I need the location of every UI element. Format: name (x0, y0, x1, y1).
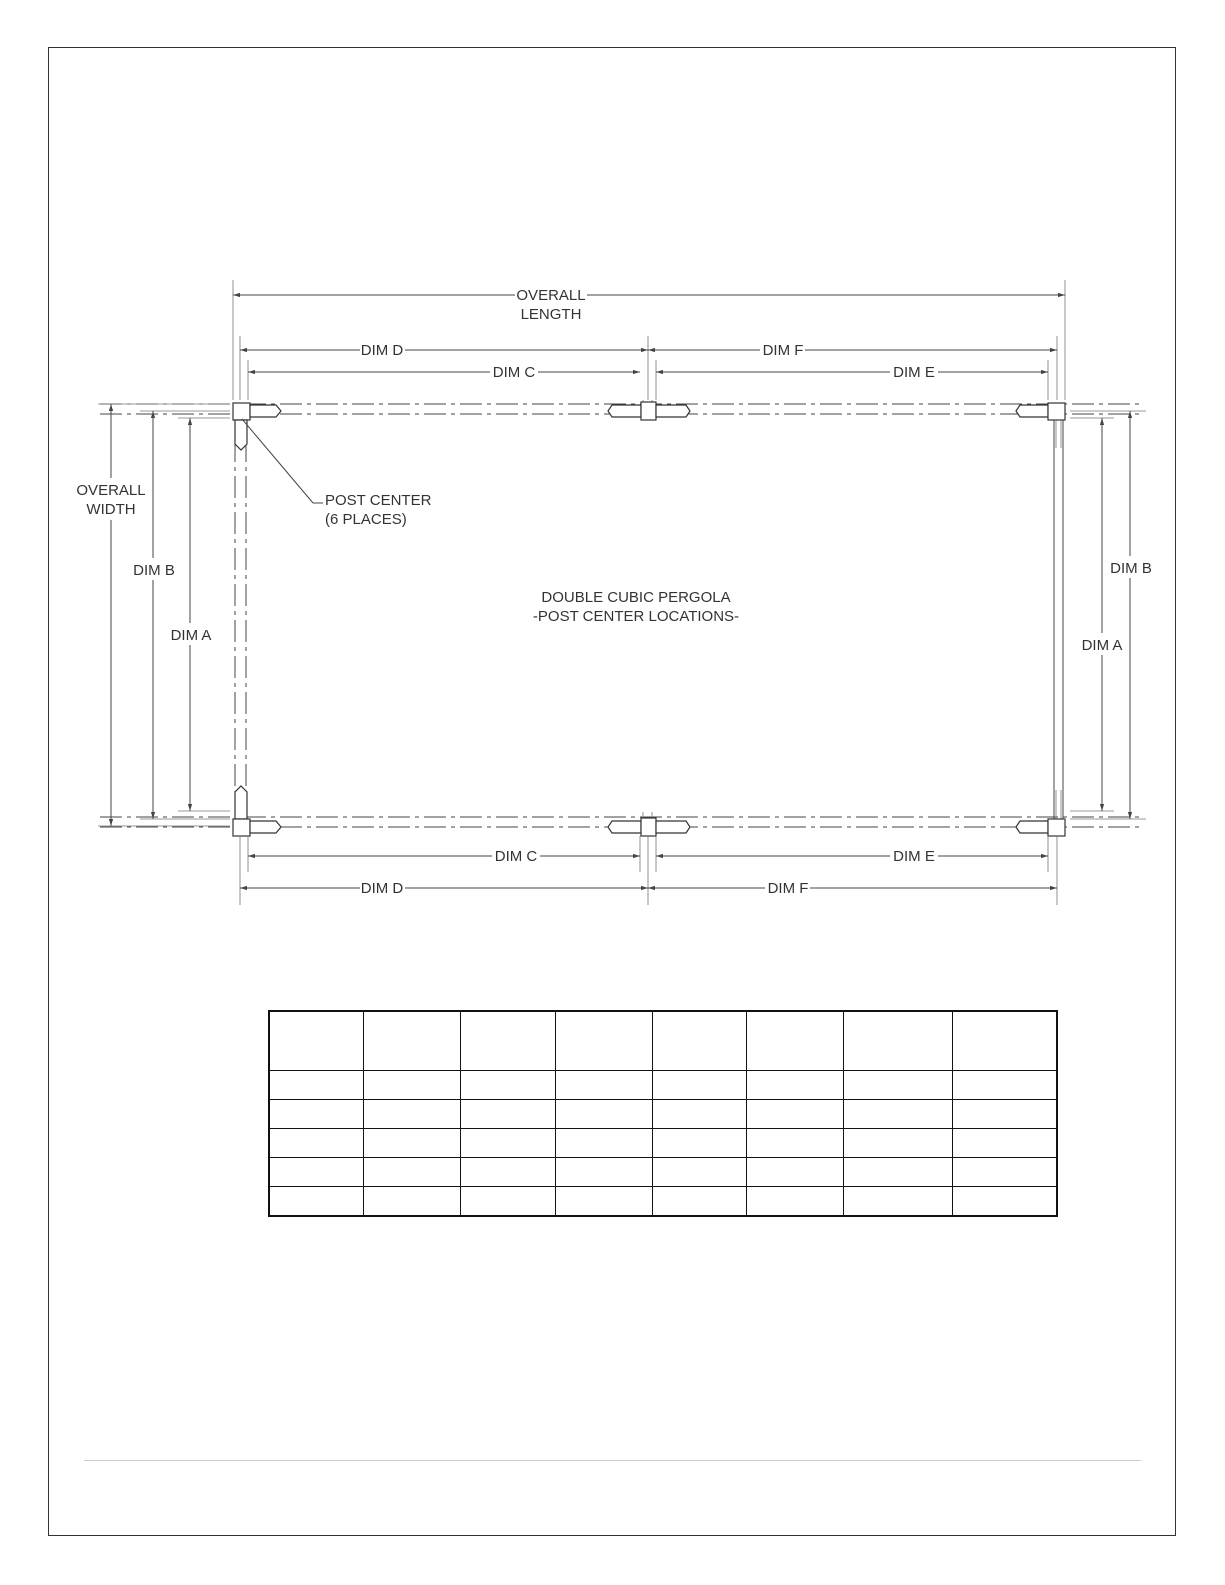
dim-b-right (1106, 411, 1156, 819)
table-cell (364, 1187, 461, 1217)
dim-e-top (656, 364, 1048, 381)
overall-length-label-1: OVERALL (516, 287, 586, 304)
table-cell (364, 1129, 461, 1158)
dim-a-left-label: DIM A (170, 627, 212, 644)
table-cell (364, 1158, 461, 1187)
table-cell (461, 1100, 556, 1129)
post-center-callout (242, 419, 432, 528)
table-cell (461, 1129, 556, 1158)
table-cell (844, 1158, 953, 1187)
dim-a-right-label: DIM A (1081, 637, 1123, 654)
post-bottom-right (1016, 790, 1065, 836)
dimension-table (268, 1010, 1058, 1217)
post-bottom-middle (608, 818, 690, 836)
table-cell (952, 1187, 1057, 1217)
table-header-cell (555, 1011, 652, 1071)
overall-length-label-2: LENGTH (520, 306, 582, 323)
table-cell (269, 1129, 364, 1158)
footer-rule (84, 1460, 1141, 1461)
dim-f-bottom-label: DIM F (767, 880, 809, 897)
table-cell (952, 1071, 1057, 1100)
dim-c-top (248, 364, 640, 381)
drawing-title-line-2: -POST CENTER LOCATIONS- (532, 608, 740, 625)
table-cell (747, 1100, 844, 1129)
dim-d-bottom (240, 880, 648, 897)
table-header-cell (952, 1011, 1057, 1071)
table-cell (364, 1100, 461, 1129)
dim-f-top (648, 342, 1057, 359)
table-cell (952, 1100, 1057, 1129)
table-cell (652, 1071, 747, 1100)
table-cell (747, 1158, 844, 1187)
table-header-cell (364, 1011, 461, 1071)
table-cell (555, 1100, 652, 1129)
table-cell (952, 1129, 1057, 1158)
overall-width-label-1: OVERALL (76, 482, 146, 499)
table-cell (747, 1129, 844, 1158)
dim-e-top-label: DIM E (893, 364, 935, 381)
drawing-title-line-1: DOUBLE CUBIC PERGOLA (541, 589, 731, 606)
table-cell (952, 1158, 1057, 1187)
table-header-cell (844, 1011, 953, 1071)
table-cell (555, 1129, 652, 1158)
dim-e-bottom-label: DIM E (893, 848, 935, 865)
post-top-right (1016, 403, 1065, 448)
dim-overall-width (70, 404, 150, 826)
table-cell (461, 1158, 556, 1187)
table-cell (269, 1071, 364, 1100)
table-header-cell (461, 1011, 556, 1071)
table-row (269, 1071, 1057, 1100)
dim-b-right-label: DIM B (1110, 560, 1152, 577)
table-cell (555, 1071, 652, 1100)
table-cell (269, 1158, 364, 1187)
table-header-cell (269, 1011, 364, 1071)
dim-b-left (130, 411, 178, 819)
overall-width-label-2: WIDTH (86, 501, 136, 518)
table-cell (555, 1158, 652, 1187)
dim-f-top-label: DIM F (762, 342, 804, 359)
table-header-cell (652, 1011, 747, 1071)
table-row (269, 1158, 1057, 1187)
table-cell (844, 1129, 953, 1158)
table-cell (844, 1187, 953, 1217)
table-header-cell (747, 1011, 844, 1071)
table-cell (269, 1187, 364, 1217)
dim-c-top-label: DIM C (492, 364, 536, 381)
post-bottom-left (233, 786, 281, 836)
table-cell (461, 1071, 556, 1100)
table-header-row (269, 1011, 1057, 1071)
table-row (269, 1187, 1057, 1217)
table-cell (747, 1071, 844, 1100)
dim-c-bottom-label: DIM C (494, 848, 538, 865)
dim-f-bottom (648, 880, 1057, 897)
table-cell (652, 1158, 747, 1187)
table-cell (844, 1100, 953, 1129)
dim-d-top-label: DIM D (360, 342, 404, 359)
dim-overall-length (233, 287, 1065, 323)
post-center-label-1: POST CENTER (325, 492, 432, 509)
table-cell (652, 1100, 747, 1129)
dim-a-right (1078, 418, 1128, 811)
dim-d-top (240, 342, 648, 359)
dim-c-bottom (248, 848, 640, 865)
table-cell (555, 1187, 652, 1217)
dim-a-left (166, 418, 216, 811)
table-row (269, 1100, 1057, 1129)
dim-e-bottom (656, 848, 1048, 865)
table-cell (364, 1071, 461, 1100)
post-top-middle (608, 402, 690, 420)
dim-d-bottom-label: DIM D (360, 880, 404, 897)
table-cell (747, 1187, 844, 1217)
table-cell (269, 1100, 364, 1129)
table-cell (461, 1187, 556, 1217)
table-cell (652, 1187, 747, 1217)
table-row (269, 1129, 1057, 1158)
dim-b-left-label: DIM B (133, 562, 175, 579)
post-center-label-2: (6 PLACES) (325, 511, 407, 528)
table-cell (652, 1129, 747, 1158)
table-cell (844, 1071, 953, 1100)
post-top-left (233, 403, 281, 450)
